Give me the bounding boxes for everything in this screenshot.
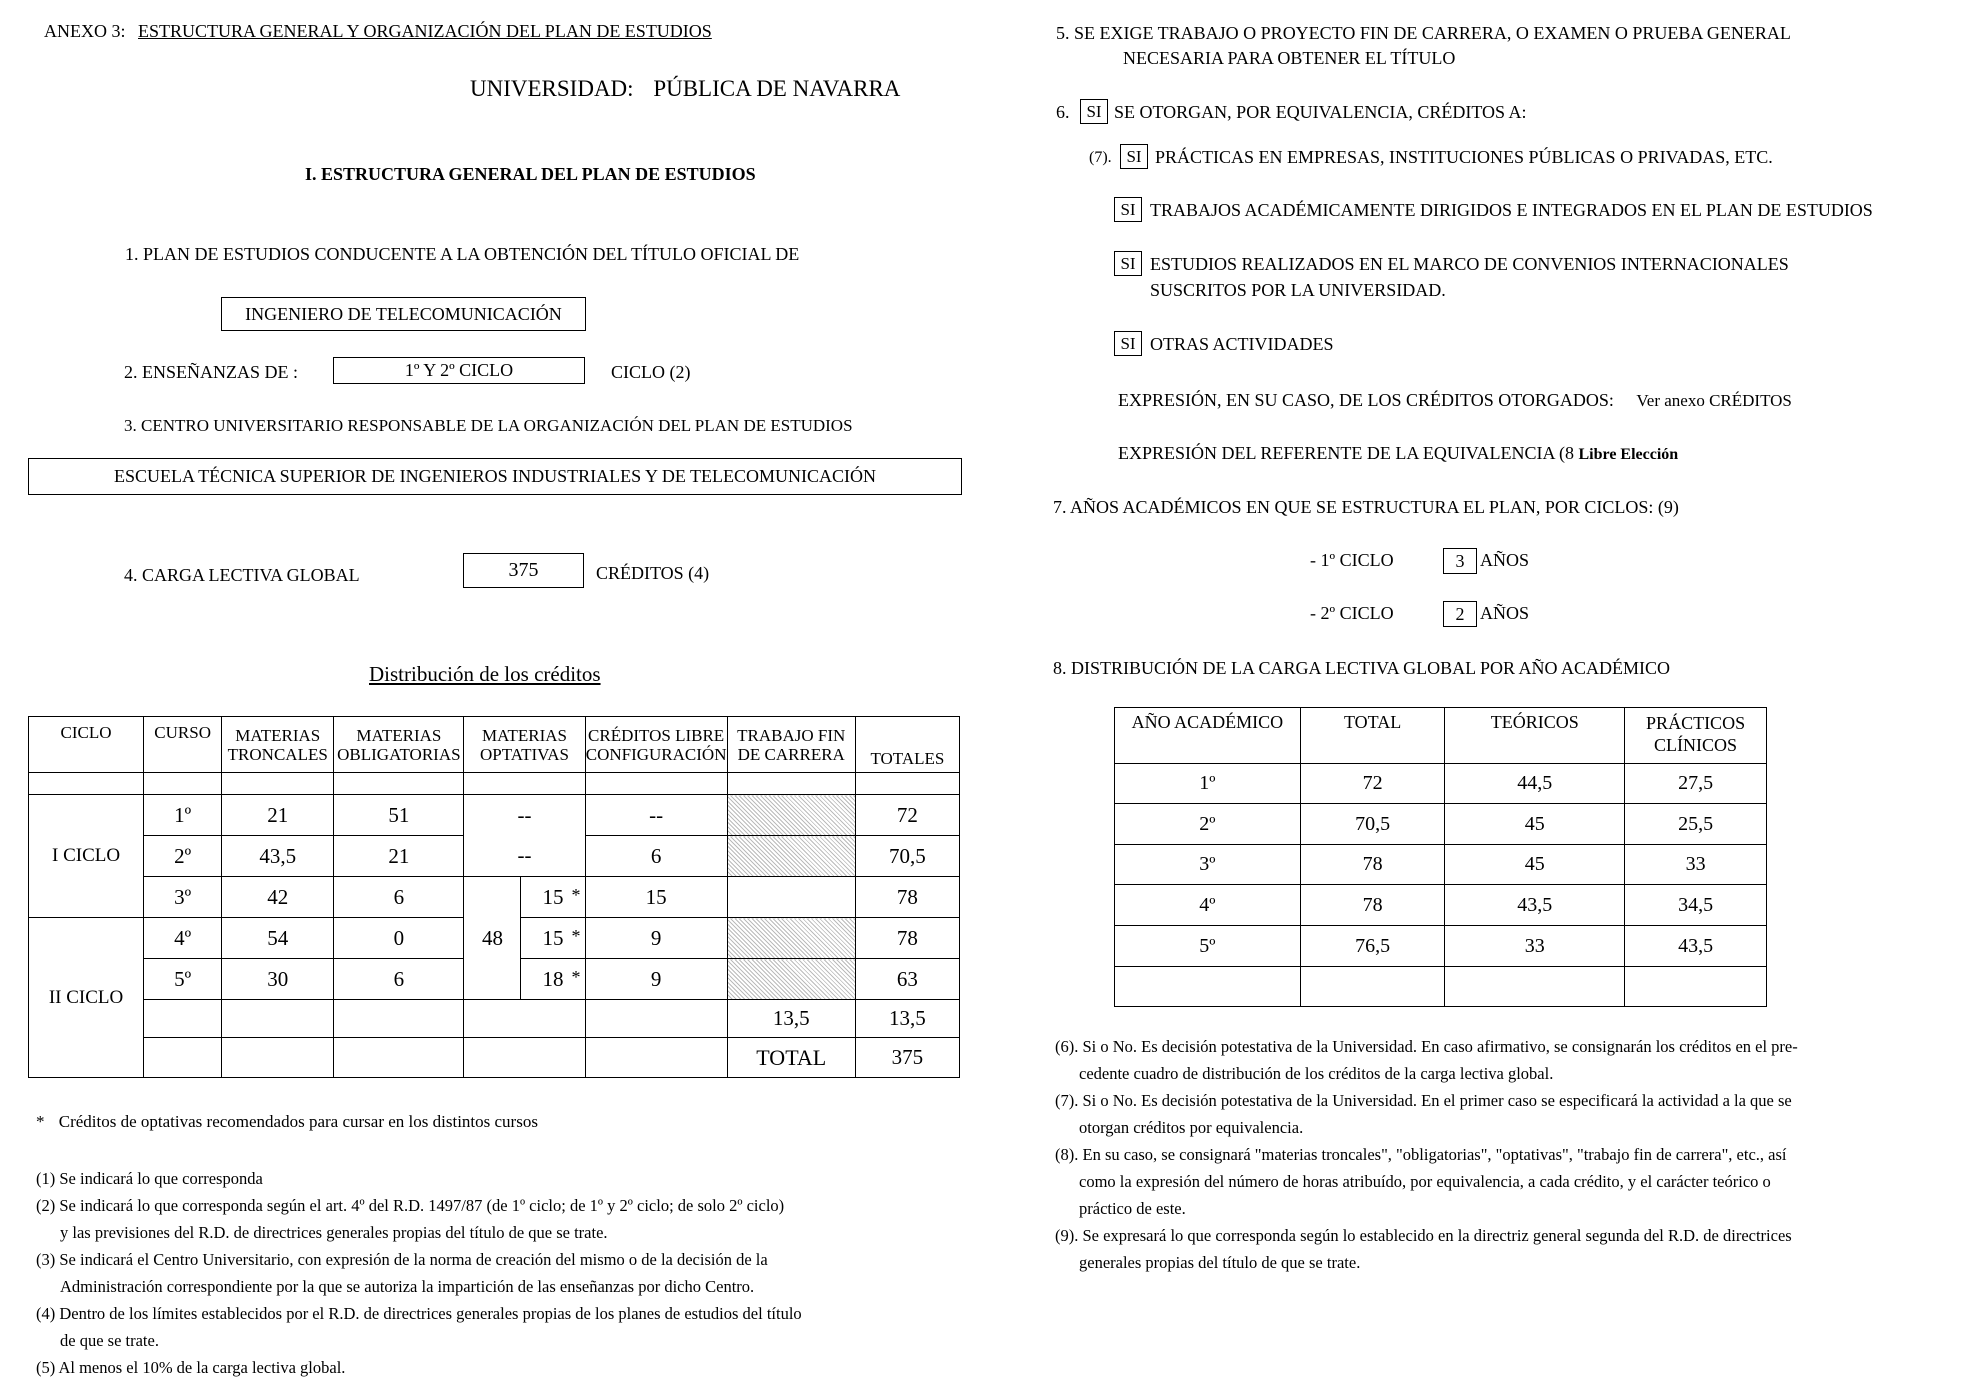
university-line [470, 76, 900, 102]
total-cell: 78 [855, 918, 959, 959]
table-row [29, 836, 960, 877]
header-optativas-1: MATERIAS [481, 725, 567, 745]
option-otras: OTRAS ACTIVIDADES [1150, 334, 1334, 354]
optativas-cell: -- [464, 795, 585, 836]
practicos-cell: 33 [1625, 845, 1767, 885]
obligatorias-cell: 0 [334, 918, 464, 959]
item-2-label: 2. ENSEÑANZAS DE : [124, 362, 298, 382]
libre-cell: 9 [585, 918, 727, 959]
item-6-text: SE OTORGAN, POR EQUIVALENCIA, CRÉDITOS A: [1114, 102, 1527, 122]
table-spacer-row [29, 773, 960, 795]
trabajo-shaded-cell [727, 918, 855, 959]
total-cell: 72 [855, 795, 959, 836]
ciclo-2-anos: AÑOS [1480, 603, 1530, 623]
teoricos-cell: 44,5 [1445, 764, 1625, 804]
footnote-4-cont: de que se trate. [60, 1331, 159, 1350]
center-box [28, 458, 962, 495]
footnote-5: (5) Al menos el 10% de la carga lectiva global. [36, 1358, 346, 1377]
annual-row [1115, 804, 1767, 845]
footnote-2: (2) Se indicará lo que corresponda según el art. 4º del R.D. 1497/87 (de 1º ciclo; de 1º y 2º ciclo; de solo 2º ciclo) [36, 1196, 785, 1215]
ano-cell: 1º [1115, 764, 1301, 804]
curso-cell: 4º [144, 918, 222, 959]
annex-label [44, 21, 712, 42]
ano-cell: 5º [1115, 926, 1301, 967]
optativas-shared-value: 48 [481, 925, 503, 950]
expr-creditos [1118, 390, 1792, 411]
header-optativas [464, 717, 585, 773]
credits-box [463, 553, 584, 588]
credits-suffix: CRÉDITOS (4) [596, 563, 710, 583]
total-cell: 72 [1300, 764, 1445, 804]
footnote-3-cont: Administración correspondiente por la que se autoriza la impartición de las enseñanzas por dicho Centro. [60, 1277, 755, 1296]
footnote-2-cont: y las previsiones del R.D. de directrices generales propias del título de que se trate. [60, 1223, 608, 1242]
expr-creditos-label: EXPRESIÓN, EN SU CASO, DE LOS CRÉDITOS OTORGADOS: [1118, 390, 1614, 410]
ano-cell: 2º [1115, 804, 1301, 845]
expr-referente-label: EXPRESIÓN DEL REFERENTE DE LA EQUIVALENCIA (8 [1118, 443, 1574, 463]
optativas-note [36, 1112, 538, 1132]
header-practicos-1: PRÁCTICOS [1646, 713, 1746, 733]
cycles-value: 1º Y 2º CICLO [404, 360, 514, 380]
trabajo-shaded-cell [727, 795, 855, 836]
star-mark: * [571, 926, 581, 946]
curso-cell: 3º [144, 877, 222, 918]
total-cell: 63 [855, 959, 959, 1000]
si-text: SI [1120, 253, 1136, 273]
header-trabajo [727, 717, 855, 773]
si-text: SI [1086, 101, 1102, 121]
note-star: * [36, 1112, 45, 1131]
total-cell: 78 [1300, 885, 1445, 926]
si-box-b [1114, 197, 1142, 222]
curso-cell: 2º [144, 836, 222, 877]
header-obligatorias [334, 717, 464, 773]
ciclo-1-label: - 1º CICLO [1310, 550, 1394, 570]
troncales-cell: 43,5 [222, 836, 334, 877]
header-total: TOTAL [1300, 708, 1445, 764]
footnote-6-cont: cedente cuadro de distribución de los créditos de la carga lectiva global. [1079, 1064, 1554, 1083]
total-cell: 70,5 [1300, 804, 1445, 845]
header-practicos [1625, 708, 1767, 764]
header-teoricos: TEÓRICOS [1445, 708, 1625, 764]
si-box-c [1114, 251, 1142, 276]
footnote-1: (1) Se indicará lo que corresponda [36, 1169, 263, 1188]
university-name: PÚBLICA DE NAVARRA [653, 76, 901, 101]
troncales-cell: 21 [222, 795, 334, 836]
footnote-4: (4) Dentro de los límites establecidos por el R.D. de directrices generales propias de los planes de estudios del título [36, 1304, 802, 1323]
item-5-line2: NECESARIA PARA OBTENER EL TÍTULO [1123, 48, 1456, 68]
item-1-label: 1. PLAN DE ESTUDIOS CONDUCENTE A LA OBTENCIÓN DEL TÍTULO OFICIAL DE [125, 244, 800, 264]
annual-empty-row [1115, 967, 1767, 1007]
ciclo-1-cell: I CICLO [29, 795, 144, 918]
trabajo-shaded-cell [727, 836, 855, 877]
optativas-rec-value: 15 [542, 884, 564, 909]
header-trabajo-2: DE CARRERA [737, 744, 845, 764]
optativas-cell: -- [464, 836, 585, 877]
note-text: Créditos de optativas recomendados para cursar en los distintos cursos [58, 1112, 538, 1131]
expr-referente [1118, 443, 1678, 464]
item-8: 8. DISTRIBUCIÓN DE LA CARGA LECTIVA GLOBAL POR AÑO ACADÉMICO [1053, 658, 1671, 678]
header-obligatorias-2: OBLIGATORIAS [337, 744, 461, 764]
practicos-cell: 43,5 [1625, 926, 1767, 967]
annual-header-row [1115, 708, 1767, 764]
table-row [29, 1000, 960, 1038]
ciclo-1-years-box [1443, 548, 1477, 574]
footnote-9-cont: generales propias del título de que se trate. [1079, 1253, 1361, 1272]
table-row [29, 877, 960, 918]
center-name: ESCUELA TÉCNICA SUPERIOR DE INGENIEROS INDUSTRIALES Y DE TELECOMUNICACIÓN [113, 466, 876, 486]
expr-referente-value: Libre Elección [1578, 446, 1679, 463]
si-box-6 [1080, 99, 1108, 124]
teoricos-cell: 45 [1445, 804, 1625, 845]
item-5-line1: 5. SE EXIGE TRABAJO O PROYECTO FIN DE CARRERA, O EXAMEN O PRUEBA GENERAL [1056, 23, 1791, 43]
header-totales: TOTALES [855, 717, 959, 773]
troncales-cell: 30 [222, 959, 334, 1000]
header-libre-1: CRÉDITOS LIBRE [588, 725, 725, 745]
ano-cell: 3º [1115, 845, 1301, 885]
star-mark: * [571, 967, 581, 987]
si-box-d [1114, 331, 1142, 356]
header-troncales-1: MATERIAS [235, 725, 321, 745]
practicos-cell: 34,5 [1625, 885, 1767, 926]
annual-row [1115, 764, 1767, 804]
obligatorias-cell: 51 [334, 795, 464, 836]
star-mark: * [571, 885, 581, 905]
credits-value: 375 [508, 559, 539, 581]
footnote-3: (3) Se indicará el Centro Universitario, con expresión de la norma de creación del mismo o de la decisión de la [36, 1250, 768, 1269]
footnotes-right [1055, 1033, 1955, 1276]
total-cell: 70,5 [855, 836, 959, 877]
optativas-rec-value: 15 [542, 925, 564, 950]
annex-number: ANEXO 3: [44, 21, 126, 41]
troncales-cell: 54 [222, 918, 334, 959]
footnote-7: (7). Si o No. Es decisión potestativa de la Universidad. En el primer caso se especificará la actividad a la que se [1055, 1091, 1792, 1110]
troncales-cell: 42 [222, 877, 334, 918]
header-practicos-2: CLÍNICOS [1654, 735, 1738, 755]
degree-title-box [221, 297, 586, 331]
table-row [29, 795, 960, 836]
teoricos-cell: 33 [1445, 926, 1625, 967]
obligatorias-cell: 6 [334, 877, 464, 918]
item-3-label: 3. CENTRO UNIVERSITARIO RESPONSABLE DE LA ORGANIZACIÓN DEL PLAN DE ESTUDIOS [124, 416, 853, 435]
item-6-number: 6. [1056, 102, 1070, 122]
total-label: TOTAL [727, 1038, 855, 1078]
header-optativas-2: OPTATIVAS [479, 744, 569, 764]
cycles-box [333, 357, 585, 384]
distribution-title: Distribución de los créditos [369, 662, 601, 686]
footnote-8: (8). En su caso, se consignará "materias troncales", "obligatorias", "optativas", "trabajo fin de carrera", etc., así [1055, 1145, 1787, 1164]
libre-cell: 9 [585, 959, 727, 1000]
degree-title: INGENIERO DE TELECOMUNICACIÓN [245, 303, 562, 324]
university-label: UNIVERSIDAD: [470, 76, 634, 101]
si-text: SI [1120, 333, 1136, 353]
header-libre-2: CONFIGURACIÓN [585, 744, 727, 764]
item-7: 7. AÑOS ACADÉMICOS EN QUE SE ESTRUCTURA EL PLAN, POR CICLOS: (9) [1053, 497, 1679, 517]
ano-cell: 4º [1115, 885, 1301, 926]
libre-cell: 15 [585, 877, 727, 918]
footnote-8-cont1: como la expresión del número de horas atribuído, por equivalencia, a cada crédito, y el carácter teórico o [1079, 1172, 1771, 1191]
option-practicas: PRÁCTICAS EN EMPRESAS, INSTITUCIONES PÚBLICAS O PRIVADAS, ETC. [1155, 147, 1773, 167]
header-troncales-2: TRONCALES [227, 744, 328, 764]
optativas-rec-cell [521, 918, 585, 959]
header-ano: AÑO ACADÉMICO [1115, 708, 1301, 764]
annex-title: ESTRUCTURA GENERAL Y ORGANIZACIÓN DEL PLAN DE ESTUDIOS [138, 21, 712, 41]
annual-row [1115, 926, 1767, 967]
footnote-6: (6). Si o No. Es decisión potestativa de la Universidad. En caso afirmativo, se consignarán los créditos en el pre- [1055, 1037, 1798, 1056]
si-text: SI [1120, 199, 1136, 219]
table-header-row [29, 717, 960, 773]
optativas-rec-cell [521, 959, 585, 1000]
ciclo-1-anos: AÑOS [1480, 550, 1530, 570]
section-title: I. ESTRUCTURA GENERAL DEL PLAN DE ESTUDIOS [305, 164, 756, 184]
footnotes-left [36, 1165, 966, 1381]
header-libre [585, 717, 727, 773]
ciclo-1-years: 3 [1455, 550, 1465, 571]
trabajo-shaded-cell [727, 959, 855, 1000]
extra-total-cell: 13,5 [855, 1000, 959, 1038]
practicos-cell: 25,5 [1625, 804, 1767, 845]
trabajo-cell [727, 877, 855, 918]
option-convenios-line2: SUSCRITOS POR LA UNIVERSIDAD. [1150, 280, 1446, 300]
optativas-shared-cell [464, 877, 521, 1000]
total-cell: 76,5 [1300, 926, 1445, 967]
expr-creditos-value: Ver anexo CRÉDITOS [1636, 391, 1792, 410]
annual-row [1115, 885, 1767, 926]
option-convenios-line1: ESTUDIOS REALIZADOS EN EL MARCO DE CONVENIOS INTERNACIONALES [1150, 254, 1789, 274]
optativas-rec-value: 18 [542, 966, 564, 991]
practicos-cell: 27,5 [1625, 764, 1767, 804]
ciclo-2-years-box [1443, 601, 1477, 627]
ciclo-2-cell: II CICLO [29, 918, 144, 1078]
total-cell: 78 [855, 877, 959, 918]
annual-row [1115, 845, 1767, 885]
si-box-a [1120, 144, 1148, 169]
total-value: 375 [855, 1038, 959, 1078]
curso-cell: 5º [144, 959, 222, 1000]
header-troncales [222, 717, 334, 773]
annual-load-table [1114, 707, 1767, 1007]
extra-trabajo-cell: 13,5 [727, 1000, 855, 1038]
obligatorias-cell: 6 [334, 959, 464, 1000]
cycles-suffix: CICLO (2) [611, 362, 691, 382]
credits-distribution-table [28, 716, 960, 1078]
footnote-7-cont: otorgan créditos por equivalencia. [1079, 1118, 1304, 1137]
optativas-rec-cell [521, 877, 585, 918]
header-trabajo-1: TRABAJO FIN [737, 725, 846, 745]
header-ciclo: CICLO [29, 717, 144, 773]
header-obligatorias-1: MATERIAS [356, 725, 442, 745]
total-cell: 78 [1300, 845, 1445, 885]
footnote-8-cont2: práctico de este. [1079, 1199, 1186, 1218]
teoricos-cell: 45 [1445, 845, 1625, 885]
libre-cell: -- [585, 795, 727, 836]
teoricos-cell: 43,5 [1445, 885, 1625, 926]
header-curso: CURSO [144, 717, 222, 773]
si-text: SI [1126, 146, 1142, 166]
ciclo-2-label: - 2º CICLO [1310, 603, 1394, 623]
footnote-9: (9). Se expresará lo que corresponda según lo establecido en la directriz general segunda del R.D. de directrices [1055, 1226, 1792, 1245]
item-4-label: 4. CARGA LECTIVA GLOBAL [124, 565, 360, 585]
curso-cell: 1º [144, 795, 222, 836]
libre-cell: 6 [585, 836, 727, 877]
obligatorias-cell: 21 [334, 836, 464, 877]
item-6-ref: (7). [1089, 149, 1112, 166]
table-total-row [29, 1038, 960, 1078]
option-trabajos: TRABAJOS ACADÉMICAMENTE DIRIGIDOS E INTEGRADOS EN EL PLAN DE ESTUDIOS [1150, 200, 1873, 220]
ciclo-2-years: 2 [1455, 603, 1465, 624]
